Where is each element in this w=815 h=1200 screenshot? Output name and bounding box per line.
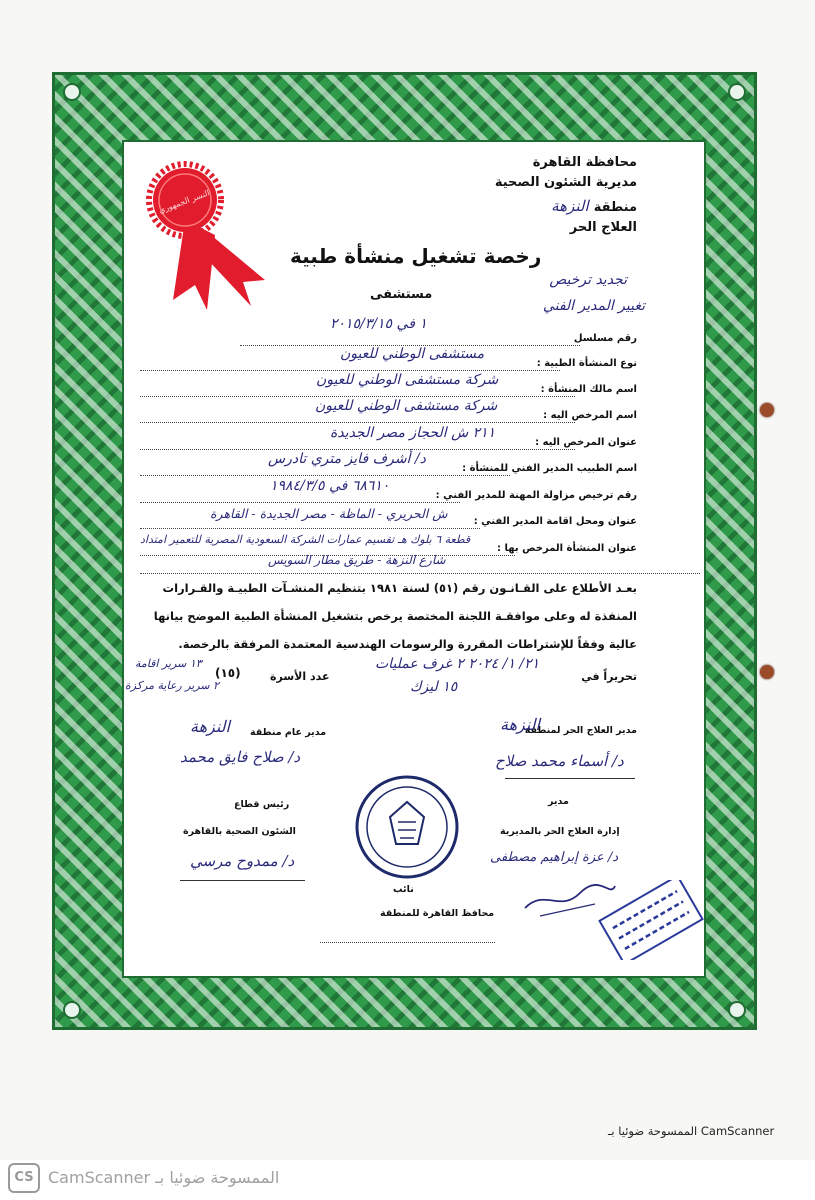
field-value: د/ أشرف فايز متري تادرس — [268, 451, 426, 467]
sig-label: نائب — [393, 884, 414, 895]
sig-district: النزهة — [190, 717, 230, 736]
date-value: ٢١/ ١/ ٢٠٢٤ ٢ غرف عمليات — [375, 656, 540, 672]
field-label: اسم مالك المنشأة : — [540, 384, 637, 395]
date-label: تحريراً في — [581, 670, 637, 683]
field-value: ٦٨٦١٠ في ١٩٨٤/٣/٥ — [270, 478, 390, 494]
sig-label: إدارة العلاج الحر بالمديرية — [500, 826, 620, 837]
serial-value: ١ في ٢٠١٥/٣/١٥ — [330, 316, 427, 332]
sig-label: محافظ القاهرة للمنطقة — [380, 908, 495, 919]
signature: د/ أسماء محمد صلاح — [495, 752, 624, 770]
district-label: منطقة — [593, 200, 637, 215]
field-value: قطعة ٦ بلوك هـ تقسيم عمارات الشركة السعودية المصرية للتعمير امتداد — [140, 533, 471, 546]
border-ornament — [728, 1001, 746, 1019]
field-label: اسم المرخص اليه : — [543, 410, 637, 421]
document-title: رخصة تشغيل منشأة طبية — [290, 244, 542, 268]
document-subtitle: مستشفى — [370, 287, 433, 302]
signature: د/ صلاح فايق محمد — [180, 748, 301, 766]
field-label: عنوان المرخص اليه : — [535, 437, 637, 448]
signature: د/ ممدوح مرسي — [190, 852, 295, 870]
beds-value: (١٥) — [215, 666, 241, 680]
field-value: شارع النزهة - طريق مطار السويس — [268, 553, 446, 567]
field-value: مستشفى الوطني للعيون — [340, 346, 485, 362]
margin-note: تغيير المدير الفني — [542, 298, 645, 314]
department: العلاج الحر — [569, 220, 637, 235]
governorate: محافظة القاهرة — [532, 155, 637, 170]
rectangular-stamp — [596, 880, 706, 960]
sig-title: مدير — [548, 796, 569, 807]
beds-note: ١٣ سرير اقامة — [135, 657, 202, 670]
field-label: عنوان ومحل اقامة المدير الفني : — [473, 516, 637, 527]
paragraph-line: المنفذة له وعلى موافقـة اللجنة المختصة يرخص بتشغيل المنشأة الطبية الموضح بيانها — [153, 609, 637, 623]
field-label: نوع المنشأة الطبية : — [536, 358, 637, 369]
district-row — [551, 196, 637, 215]
field-label: رقم ترخيص مزاولة المهنة للمدير الفني : — [435, 490, 637, 501]
sig-label: مدير العلاج الحر لمنطقة — [524, 725, 637, 736]
lasik-note: ١٥ ليزك — [410, 679, 458, 695]
sig-label: رئيس قطاع — [234, 799, 290, 810]
field-label: اسم الطبيب المدير الفني للمنشأة : — [462, 463, 637, 474]
punch-hole — [760, 403, 774, 417]
field-value: شركة مستشفى الوطني للعيون — [315, 398, 498, 414]
district-value: النزهة — [551, 197, 589, 215]
red-rosette-seal — [145, 160, 275, 320]
scanner-caption: الممسوحة ضوئيا بـ CamScanner — [608, 1124, 775, 1138]
border-ornament — [728, 83, 746, 101]
field-value: شركة مستشفى الوطني للعيون — [316, 372, 499, 388]
scanner-watermark: CamScanner الممسوحة ضوئيا بـ — [48, 1168, 280, 1187]
field-value: ش الحريري - الماظة - مصر الجديدة - القاهرة — [210, 506, 448, 521]
seal-text: النسر الجمهوري — [157, 188, 211, 216]
beds-label: عدد الأسرة — [270, 670, 330, 683]
paragraph-line: بعـد الأطلاع على القـانـون رقم (٥١) لسنة ١٩٨١ بتنظيم المنشـآت الطبيـة والقـرارات — [162, 581, 637, 595]
field-value: ٢١١ ش الحجاز مصر الجديدة — [330, 425, 496, 441]
directorate: مديرية الشئون الصحية — [494, 175, 637, 190]
camscanner-logo: CS — [8, 1163, 40, 1193]
sig-district: النزهة — [500, 715, 540, 734]
beds-note: ٢ سرير رعاية مركزة — [125, 679, 220, 692]
field-label: عنوان المنشأة المرخص بها : — [497, 543, 637, 554]
sig-label: الشئون الصحية بالقاهرة — [183, 826, 296, 837]
sig-label: مدير عام منطقة — [250, 727, 327, 738]
paragraph-line: عالية وفقاً للإشتراطات المقررة والرسومات الهندسية المعتمدة المرفقة بالرخصة. — [178, 637, 637, 651]
punch-hole — [760, 665, 774, 679]
signature: د/ عزة إبراهيم مصطفى — [490, 850, 619, 865]
official-round-stamp — [352, 772, 462, 882]
border-ornament — [63, 1001, 81, 1019]
border-ornament — [63, 83, 81, 101]
serial-label: رقم مسلسل — [573, 333, 637, 344]
margin-note: تجديد ترخيص — [549, 272, 627, 288]
